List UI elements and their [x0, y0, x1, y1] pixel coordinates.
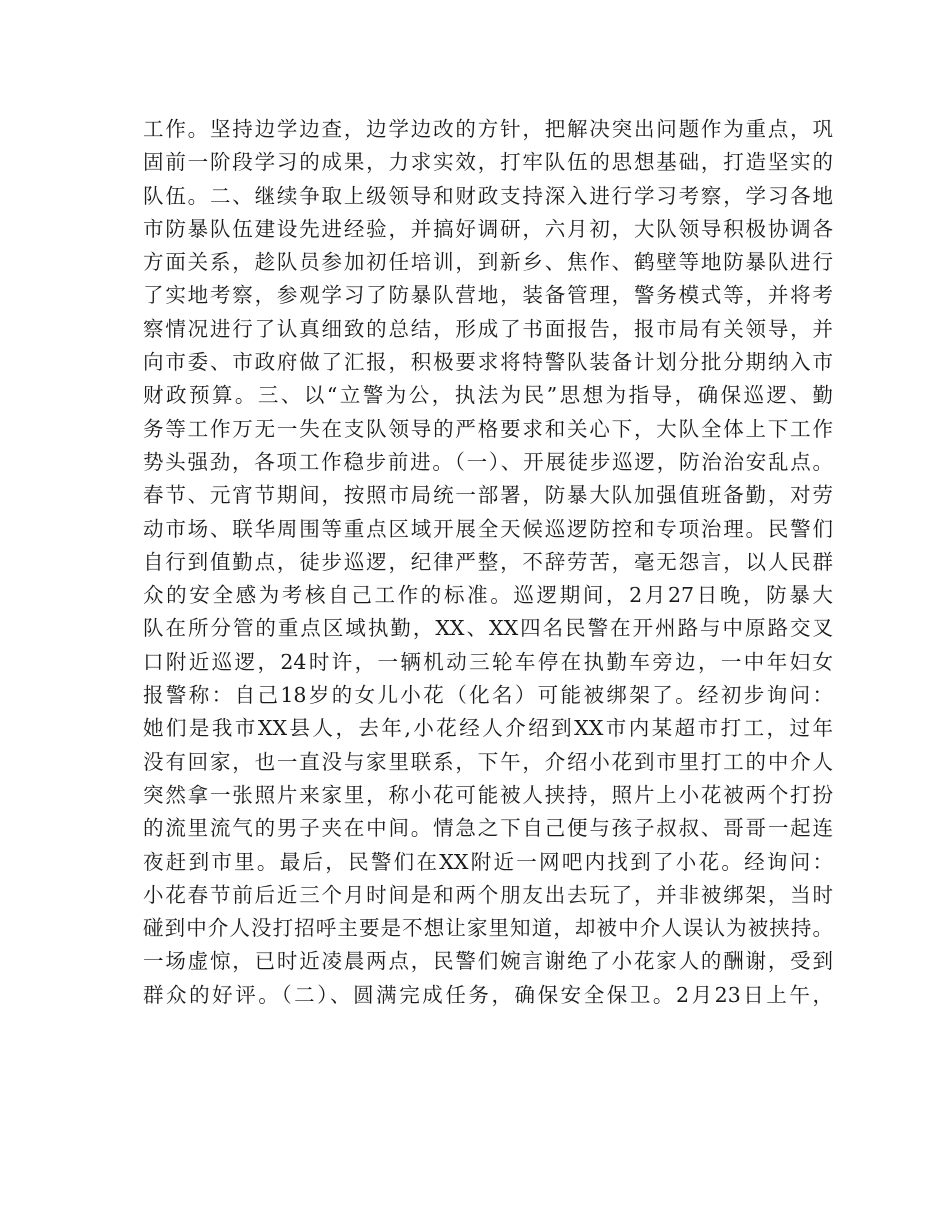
body-text	[143, 113, 833, 1012]
text-line: 自行到值勤点，徒步巡逻，纪律严整，不辞劳苦，毫无怨言，以人民群	[143, 549, 833, 574]
text-line: 工作。坚持边学边查，边学边改的方针，把解决突出问题作为重点，巩	[143, 117, 833, 141]
text-line: 势头强劲，各项工作稳步前进。（一）、开展徒步巡逻，防治治安乱点。	[143, 449, 833, 474]
text-line: 报警称：自己18岁的女儿小花（化名）可能被绑架了。经初步询问：	[143, 683, 833, 708]
text-line: 财政预算。三、以“立警为公，执法为民”思想为指导，确保巡逻、勤	[143, 383, 833, 408]
text-line: 群众的好评。（二）、圆满完成任务，确保安全保卫。2月23日上午，	[143, 982, 833, 1007]
text-line: 众的安全感为考核自己工作的标准。巡逻期间，2月27日晚，防暴大	[143, 583, 833, 608]
text-line: 察情况进行了认真细致的总结，形成了书面报告，报市局有关领导，并	[143, 316, 833, 341]
text-line: 队在所分管的重点区域执勤，XX、XX四名民警在开州路与中原路交叉	[143, 616, 833, 641]
text-line: 小花春节前后近三个月时间是和两个朋友出去玩了，并非被绑架，当时	[143, 882, 833, 907]
text-line: 了实地考察，参观学习了防暴队营地，装备管理，警务模式等，并将考	[143, 283, 833, 308]
text-line: 的流里流气的男子夹在中间。情急之下自己便与孩子叔叔、哥哥一起连	[143, 816, 833, 841]
text-line: 方面关系，趁队员参加初任培训，到新乡、焦作、鹤壁等地防暴队进行	[143, 250, 833, 275]
text-line: 没有回家，也一直没与家里联系，下午，介绍小花到市里打工的中介人	[143, 749, 833, 774]
text-line: 碰到中介人没打招呼主要是不想让家里知道，却被中介人误认为被挟持。	[143, 916, 833, 941]
text-line: 固前一阶段学习的成果，力求实效，打牢队伍的思想基础，打造坚实的	[143, 150, 833, 175]
text-line: 春节、元宵节期间，按照市局统一部署，防暴大队加强值班备勤，对劳	[143, 483, 833, 508]
text-line: 一场虚惊，已时近凌晨两点，民警们婉言谢绝了小花家人的酬谢，受到	[143, 949, 833, 974]
text-line: 动市场、联华周围等重点区域开展全天候巡逻防控和专项治理。民警们	[143, 516, 833, 541]
text-line: 务等工作万无一失在支队领导的严格要求和关心下，大队全体上下工作	[143, 416, 833, 441]
text-line: 队伍。二、继续争取上级领导和财政支持深入进行学习考察，学习各地	[143, 183, 833, 208]
text-line: 向市委、市政府做了汇报，积极要求将特警队装备计划分批分期纳入市	[143, 350, 833, 375]
text-line: 夜赶到市里。最后，民警们在XX附近一网吧内找到了小花。经询问：	[143, 849, 833, 874]
text-line: 口附近巡逻，24时许，一辆机动三轮车停在执勤车旁边，一中年妇女	[143, 649, 833, 674]
text-line: 她们是我市XX县人，去年,小花经人介绍到XX市内某超市打工，过年	[143, 716, 833, 741]
text-line: 突然拿一张照片来家里，称小花可能被人挟持，照片上小花被两个打扮	[143, 782, 833, 807]
text-line: 市防暴队伍建设先进经验，并搞好调研，六月初，大队领导积极协调各	[143, 216, 833, 241]
